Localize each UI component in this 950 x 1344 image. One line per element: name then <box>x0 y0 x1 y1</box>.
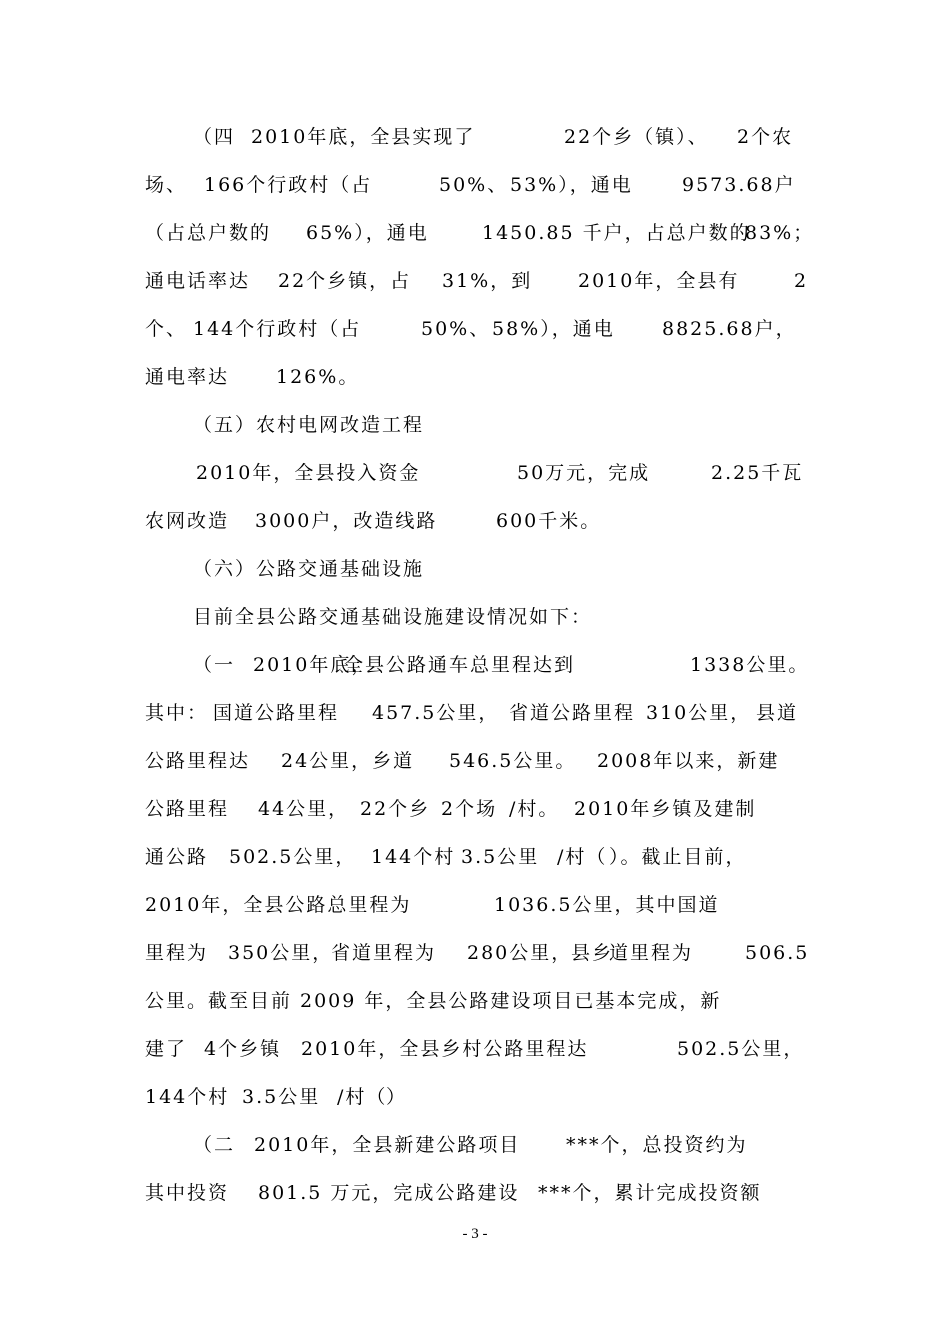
text-fragment: 3.5公里 <box>242 1086 321 1108</box>
text-fragment: 801.5 万元，完成公路建设 <box>258 1182 520 1204</box>
text-fragment: 2010年，全县新建公路项目 <box>254 1134 521 1156</box>
text-fragment: 502.5公里， <box>229 846 357 868</box>
text-fragment: 全县公路通车总里程达到 <box>344 654 576 676</box>
text-fragment: 2010年，全县公路总里程为 <box>145 894 412 916</box>
text-fragment: /村（ <box>557 846 608 868</box>
text-fragment: 22个乡 <box>360 798 431 820</box>
text-fragment: 22个乡镇，占 <box>278 270 412 292</box>
text-fragment: ）。截止目前， <box>609 846 747 868</box>
text-fragment: 2010年底， <box>253 654 373 676</box>
text-fragment: 53%），通电 <box>510 174 633 196</box>
text-fragment: 1450.85 千户，占总户数的 <box>482 222 751 244</box>
text-fragment: /村（ <box>337 1086 388 1108</box>
text-fragment: 65%），通电 <box>306 222 429 244</box>
text-fragment: 83%； <box>745 222 815 244</box>
text-fragment: 县乡 <box>571 942 614 964</box>
text-fragment: （占总户数的 <box>145 222 272 244</box>
text-fragment: 1338公里。 <box>690 654 810 676</box>
page-number: - 3 - <box>462 1226 488 1242</box>
text-fragment: 2个农 <box>737 126 794 148</box>
text-fragment: 3000户，改造线路 <box>255 510 438 532</box>
text-fragment: 2.25千瓦 <box>711 462 804 484</box>
text-fragment: ） <box>386 1086 408 1108</box>
text-fragment: ***个，累计完成投资额 <box>538 1182 762 1204</box>
text-fragment: 农网改造 <box>145 510 230 532</box>
text-fragment: （二 <box>193 1134 236 1156</box>
text-fragment: 44公里， <box>258 798 350 820</box>
text-fragment: 2010年乡镇及建制 <box>574 798 757 820</box>
text-fragment: 2008年以来，新建 <box>597 750 780 772</box>
text-fragment: /村。 <box>509 798 560 820</box>
text-fragment: 国道公路里程 <box>213 702 340 724</box>
text-fragment: 2010年底，全县实现了 <box>251 126 476 148</box>
text-fragment: 里程为 <box>145 942 209 964</box>
text-fragment: 省道公路里程 <box>509 702 636 724</box>
text-fragment: 省道里程为 <box>331 942 437 964</box>
text-fragment: 31%，到 <box>442 270 533 292</box>
text-fragment: 350公里， <box>228 942 334 964</box>
text-fragment: 2个场 <box>441 798 498 820</box>
text-fragment: （一 <box>193 654 236 676</box>
text-fragment: 506.5 <box>745 942 810 964</box>
text-fragment: 公路里程达 <box>145 750 251 772</box>
text-fragment: 2010年，全县有 <box>578 270 740 292</box>
text-fragment: 2010年，全县投入资金 <box>196 462 421 484</box>
text-fragment: 道里程为 <box>609 942 694 964</box>
text-fragment: 公路里程 <box>145 798 230 820</box>
text-fragment: 50万元，完成 <box>517 462 651 484</box>
text-fragment: 通电率达 <box>145 366 230 388</box>
text-fragment: 个、 <box>145 318 188 340</box>
text-fragment: 502.5公里， <box>677 1038 805 1060</box>
text-fragment: 546.5公里。 <box>449 750 577 772</box>
text-fragment: 310公里， <box>646 702 752 724</box>
text-fragment: 通电话率达 <box>145 270 251 292</box>
text-fragment: （六）公路交通基础设施 <box>193 558 425 580</box>
text-fragment: 50%、 <box>421 318 491 340</box>
text-fragment: 24公里，乡道 <box>281 750 415 772</box>
text-fragment: 280公里， <box>467 942 573 964</box>
text-fragment: 9573.68户 <box>682 174 796 196</box>
text-fragment: 4个乡镇 <box>204 1038 282 1060</box>
text-fragment: 144个行政村（占 <box>193 318 362 340</box>
text-fragment: 50%、 <box>439 174 509 196</box>
text-fragment: 457.5公里， <box>372 702 500 724</box>
text-fragment: 1036.5公里，其中国道 <box>494 894 720 916</box>
text-fragment: 8825.68户， <box>662 318 797 340</box>
text-fragment: 144个村 <box>371 846 456 868</box>
text-fragment: （五）农村电网改造工程 <box>193 414 425 436</box>
text-fragment: 2009 年，全县公路建设项目已基本完成，新 <box>300 990 722 1012</box>
text-fragment: （四 <box>193 126 236 148</box>
text-fragment: 2010年，全县乡村公路里程达 <box>301 1038 589 1060</box>
text-fragment: 其中投资 <box>145 1182 230 1204</box>
text-fragment: 目前全县公路交通基础设施建设情况如下： <box>193 606 593 628</box>
text-fragment: 144个村 <box>145 1086 230 1108</box>
text-fragment: 3.5公里 <box>461 846 540 868</box>
text-fragment: 126%。 <box>276 366 360 388</box>
text-fragment: 公里。截至目前 <box>145 990 293 1012</box>
text-fragment: 场、 <box>145 174 188 196</box>
text-fragment: 2 <box>794 270 809 292</box>
text-fragment: 通公路 <box>145 846 209 868</box>
text-fragment: 建了 <box>145 1038 188 1060</box>
text-fragment: 22个乡（镇）、 <box>564 126 709 148</box>
text-fragment: 58%），通电 <box>492 318 615 340</box>
text-fragment: ***个，总投资约为 <box>566 1134 748 1156</box>
text-fragment: 县道 <box>756 702 799 724</box>
text-fragment: 166个行政村（占 <box>204 174 373 196</box>
text-fragment: 其中： <box>145 702 209 724</box>
text-fragment: 600千米。 <box>496 510 602 532</box>
